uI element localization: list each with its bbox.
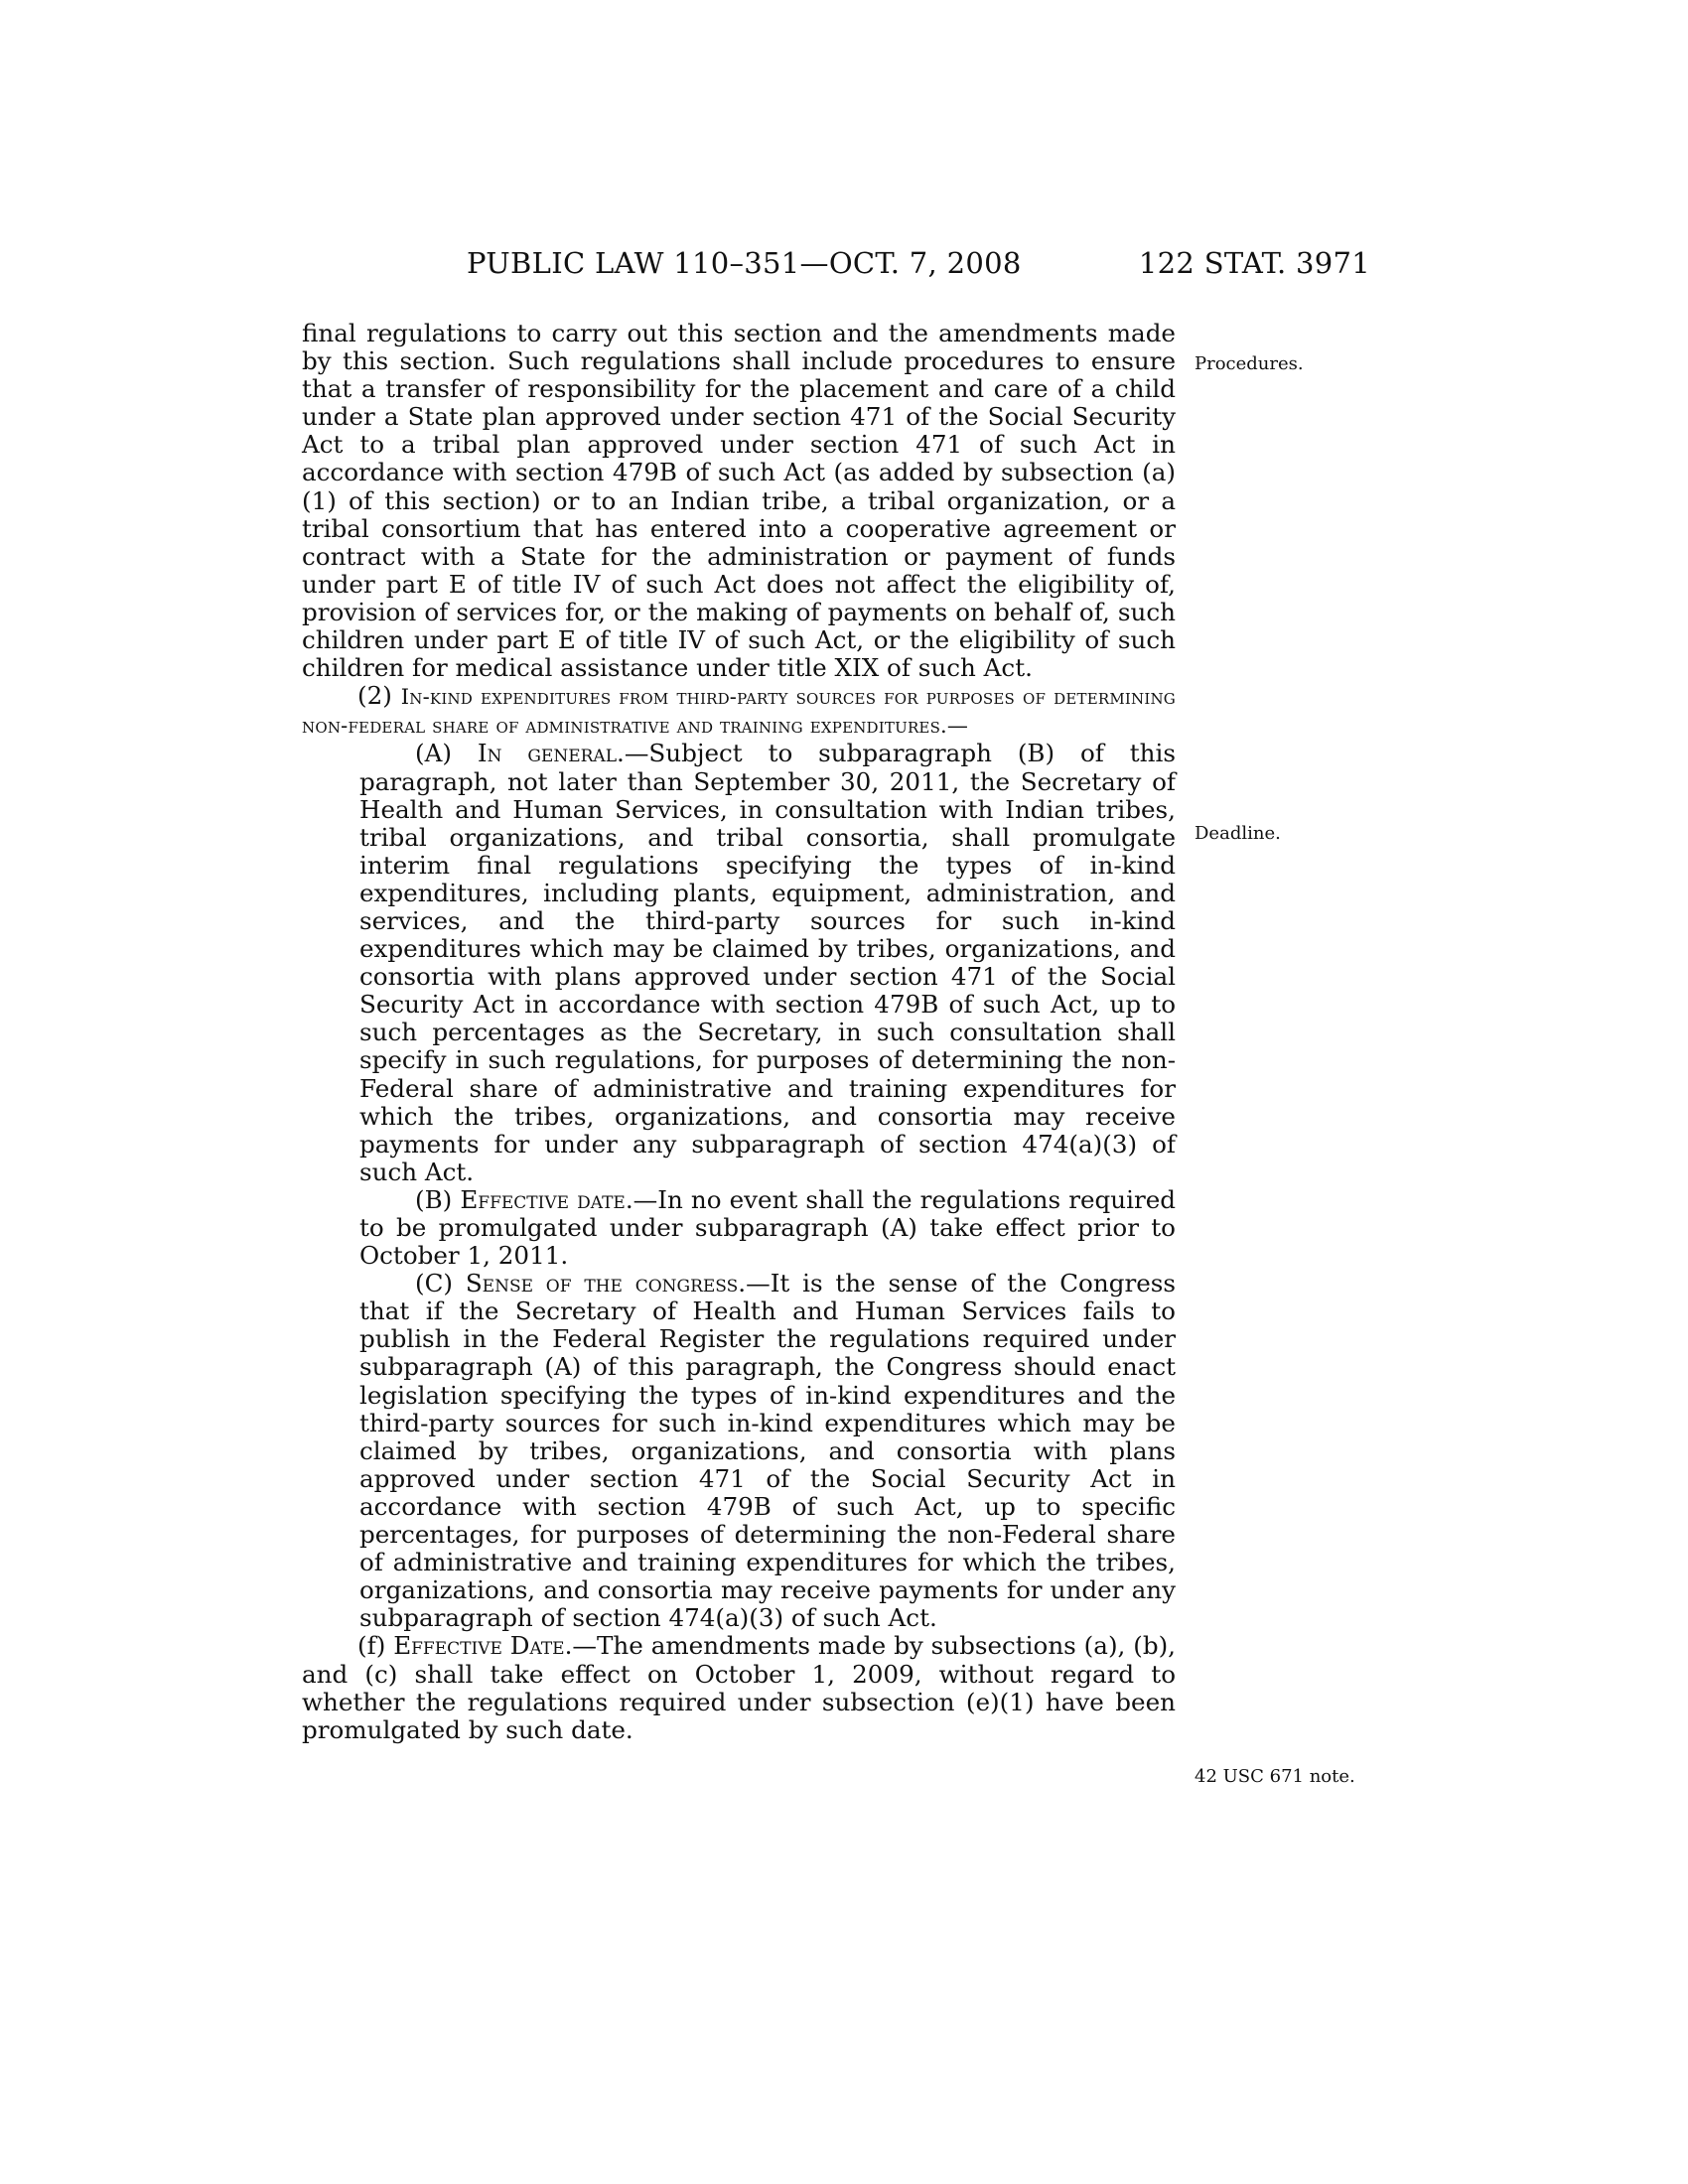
subsection-f-text: —The amendments made by subsections (a), (b), and (c) shall take effect on October 1, 2009, without regard to whether the regulations required under subsection (e)(1) have been promulgated by such date. [302,1631,1176,1744]
subparagraph-b-text: —In no event shall the regulations required to be promulgated under subparagraph (A) take effect prior to October 1, 2011. [359,1184,1177,1271]
running-header [467,246,1370,286]
paragraph-2-heading: In-kind expenditures from third-party sources for purposes of determining non-federal share of administrative and training expenditures.— [302,685,1176,739]
subparagraph-b-heading: Effective date. [460,1184,633,1214]
paragraph-2 [302,682,1176,740]
paragraph-2-number: (2) [357,681,392,711]
subparagraph-a-text: —Subject to subparagraph (B) of this paragraph, not later than September 30, 2011, the Secretary of Health and Human Services, in consultation with Indian tribes, tribal organizations, and tribal consortia, shall promulgate interim final regulations specifying the types of in-kind expenditures, including plants, equipment, administration, and services, and the third-party sources for such in-kind expenditures which may be claimed by tribes, organizations, and consortia with plans approved under section 471 of the Social Security Act in accordance with section 479B of such Act, up to such percentages as the Secretary, in such consultation shall specify in such regulations, for purposes of determining the non-Federal share of administrative and training expenditures for which the tribes, organizations, and consortia may receive payments for under any subparagraph of section 474(a)(3) of such Act. [359,739,1176,1186]
subparagraph-c-heading: Sense of the congress. [465,1269,747,1298]
subparagraph-b-number: (B) [415,1184,453,1214]
statute-page-number: 122 STAT. 3971 [1138,246,1370,280]
subsection-f [302,1632,1176,1743]
subparagraph-a-heading: In general. [477,739,625,768]
subsection-f-heading: Effective Date. [393,1631,573,1661]
subparagraph-c [359,1270,1176,1632]
subparagraph-c-text: —It is the sense of the Congress that if the Secretary of Health and Human Services fails to publish in the Federal Register the regulations required under subparagraph (A) of this paragraph, the Congress should enact legislation specifying the types of in-kind expenditures and the third-party sources for such in-kind expenditures which may be claimed by tribes, organizations, and consortia with plans approved under section 471 of the Social Security Act in accordance with section 479B of such Act, up to specific percentages, for purposes of determining the non-Federal share of administrative and training expenditures for which the tribes, organizations, and consortia may receive payments for under any subparagraph of section 474(a)(3) of such Act. [359,1269,1176,1633]
continuation-paragraph: final regulations to carry out this section and the amendments made by this section. Such regulations shall include procedures to ensure that a transfer of responsibility for the placement and care of a child under a State plan approved under section 471 of the Social Security Act to a tribal plan approved under section 471 of such Act in accordance with section 479B of such Act (as added by subsection (a)(1) of this section) or to an Indian tribe, a tribal organization, or a tribal consortium that has entered into a cooperative agreement or contract with a State for the administration or payment of funds under part E of title IV of such Act does not affect the eligibility of, provision of services for, or the making of payments on behalf of, such children under part E of title IV of such Act, or the eligibility of such children for medical assistance under title XIX of such Act. [302,319,1176,683]
subparagraph-c-number: (C) [415,1269,454,1298]
margin-note-usc: 42 USC 671 note. [1195,1766,1355,1787]
statute-body [302,320,1176,1744]
subsection-f-number: (f) [357,1631,386,1661]
subparagraph-b [359,1186,1176,1270]
public-law-citation: PUBLIC LAW 110–351—OCT. 7, 2008 [467,246,1022,280]
margin-note-deadline: Deadline. [1195,823,1281,844]
subparagraph-a [359,740,1176,1186]
subparagraph-a-number: (A) [415,739,452,768]
margin-note-procedures: Procedures. [1195,353,1304,374]
